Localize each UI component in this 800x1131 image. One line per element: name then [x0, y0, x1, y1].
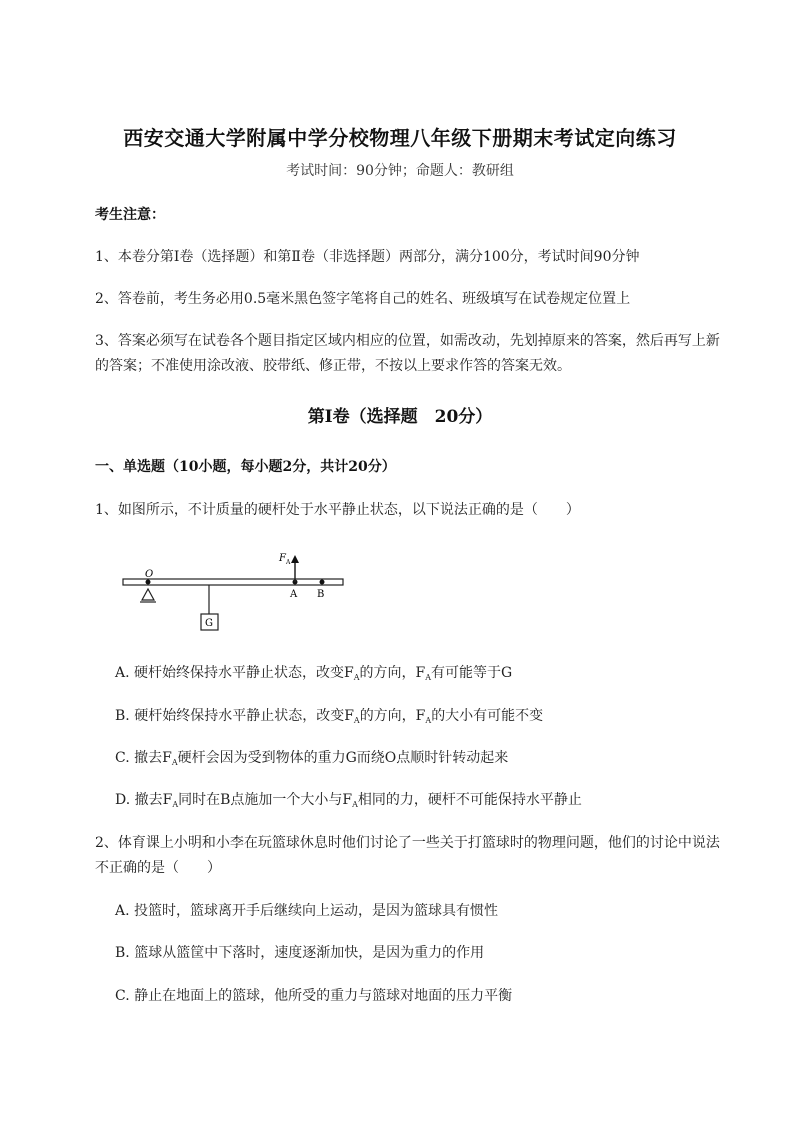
question-1-stem: 1、如图所示，不计质量的硬杆处于水平静止状态，以下说法正确的是（ ） — [95, 502, 580, 518]
question-1-option-d[interactable]: D. 撤去$F_A$同时在B点施加一个大小与$F_A$相同的力，硬杆不可能保持水平静止 — [115, 792, 582, 809]
question-2-stem: 2、体育课上小明和小李在玩篮球休息时他们讨论了一些关于打篮球时的物理问题，他们的讨论中说法 — [95, 835, 720, 851]
force-label: F — [279, 553, 286, 564]
lever-bar — [123, 579, 343, 585]
weight-label: G — [205, 618, 213, 629]
part-heading: 一、单选题（10小题，每小题2分，共计20分） — [95, 459, 396, 475]
exam-subtitle: 考试时间：90分钟；命题人：教研组 — [286, 163, 514, 179]
lever-diagram — [115, 545, 355, 635]
section-title: 第I卷（选择题 20分） — [307, 407, 493, 427]
question-2-stem-cont: 不正确的是（ ） — [95, 860, 221, 876]
question-1-option-c[interactable]: C. 撤去$F_A$硬杆会因为受到物体的重力G而绕O点顺时针转动起来 — [115, 750, 509, 767]
question-1-option-b[interactable]: B. 硬杆始终保持水平静止状态，改变$F_A$的方向，$F_A$的大小有可能不变 — [115, 708, 544, 725]
point-b-dot — [320, 580, 325, 585]
notice-item-3-cont: 的答案；不准使用涂改液、胶带纸、修正带，不按以上要求作答的答案无效。 — [95, 358, 571, 374]
pivot-point — [146, 580, 151, 585]
exam-title: 西安交通大学附属中学分校物理八年级下册期末考试定向练习 — [123, 126, 677, 150]
notice-item-1: 1、本卷分第I卷（选择题）和第Ⅱ卷（非选择题）两部分，满分100分，考试时间90分钟 — [95, 249, 640, 265]
question-2-option-a[interactable]: A. 投篮时，篮球离开手后继续向上运动，是因为篮球具有惯性 — [115, 903, 499, 919]
notice-heading: 考生注意： — [95, 207, 165, 223]
question-2-option-c[interactable]: C. 静止在地面上的篮球，他所受的重力与篮球对地面的压力平衡 — [115, 988, 513, 1004]
force-label-sub: A — [286, 559, 291, 566]
question-2-option-b[interactable]: B. 篮球从篮筐中下落时，速度逐渐加快，是因为重力的作用 — [115, 945, 485, 961]
fulcrum-triangle — [142, 589, 154, 600]
point-a-label: A — [290, 589, 298, 600]
pivot-label: O — [145, 569, 154, 580]
notice-item-3: 3、答案必须写在试卷各个题目指定区域内相应的位置，如需改动，先划掉原来的答案，然后再写上新 — [95, 333, 720, 349]
force-arrow-head — [291, 555, 299, 563]
point-b-label: B — [317, 589, 325, 600]
question-1-option-a[interactable]: A. 硬杆始终保持水平静止状态，改变$F_A$的方向，$F_A$有可能等于G — [115, 665, 513, 682]
notice-item-2: 2、答卷前，考生务必用0.5毫米黑色签字笔将自己的姓名、班级填写在试卷规定位置上 — [95, 291, 631, 307]
